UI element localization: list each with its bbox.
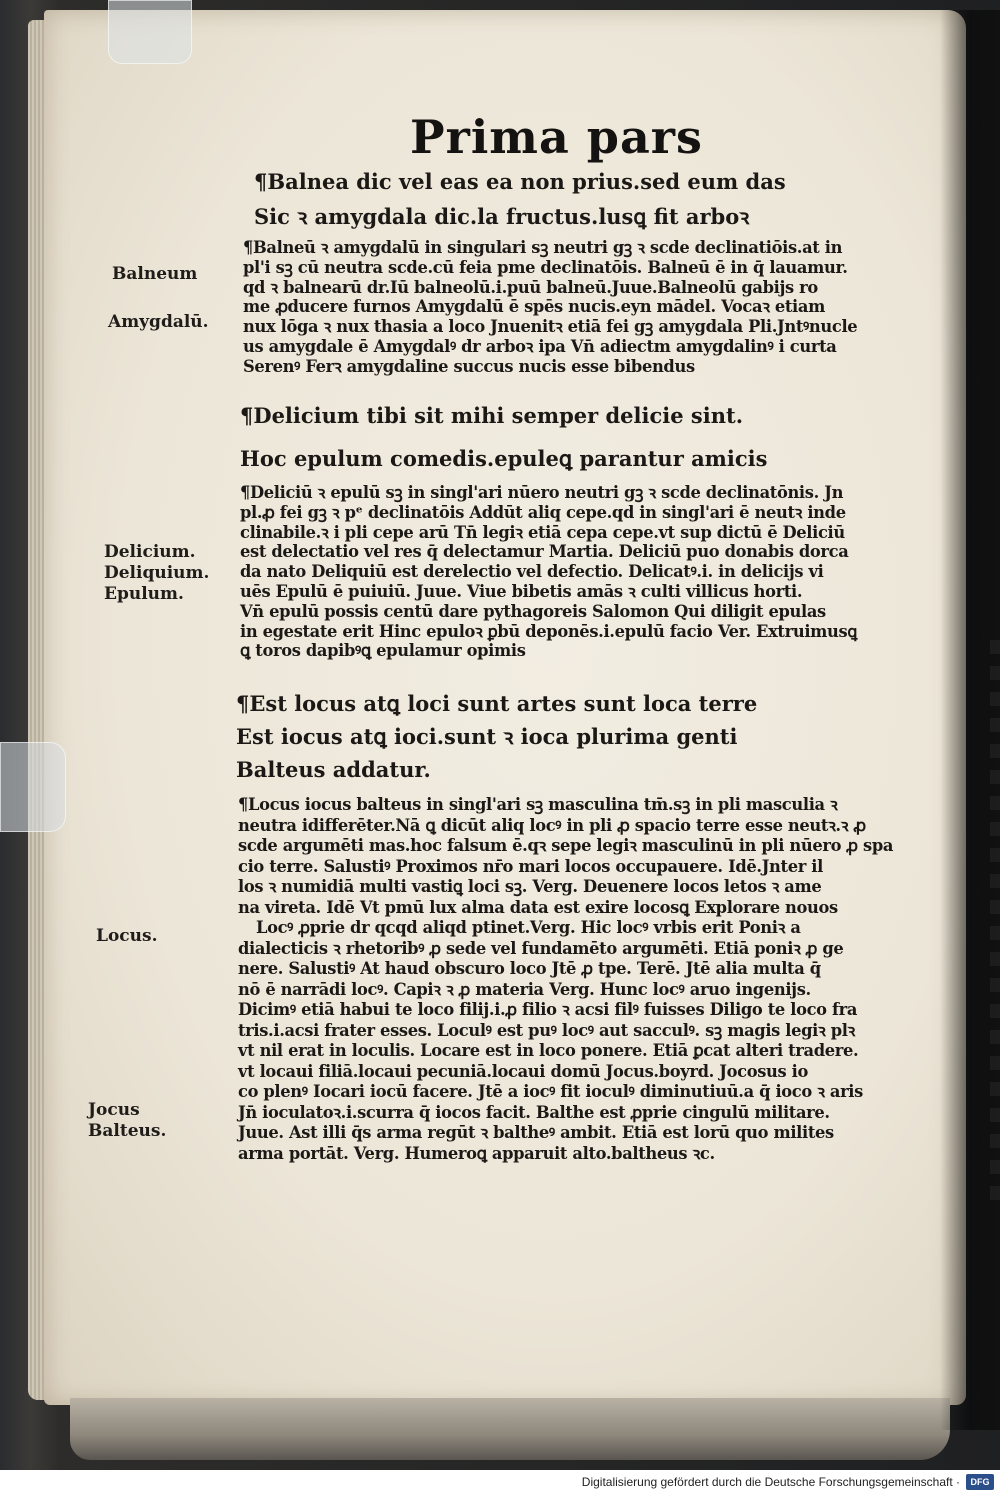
prose-line: vt nil erat in loculis. Locare est in loco ponere. Etiā ꝑcat alteri tradere.	[238, 1041, 859, 1060]
prose-line: pl'i sꝫ cū neutra scde.cū feia pme declinatōis. Balneū ē in q̄ lauamur.	[243, 257, 848, 277]
prose-line: ¶Deliciū ꝛ epulū sꝫ in singl'ari nūero neutri gꝫ ꝛ scde declinatōnis. Jn	[240, 483, 844, 502]
prose-line: na vireta. Idē Vt pmū lux alma data est exire locosꝗ Explorare nouos	[238, 897, 838, 917]
prose-line: Locꝰ ꝓprie dr qcqd aliqd ptinet.Verg. Hic locꝰ vrbis erit Poniꝛ a	[256, 918, 801, 937]
margin-note-epulum: Epulum.	[104, 584, 184, 604]
prose-line: Dicimꝰ etiā habui te loco filij.i.ꝓ filio ꝛ acsi filꝰ fuisses Diligo te loco fra	[238, 1000, 858, 1019]
prose-line: vt locaui filiā.locaui pecuniā.locaui domū Jocus.boyrd. Jocosus io	[238, 1061, 808, 1081]
prose-line: co plenꝰ Iocari iocū facere. Jtē a iocꝰ fit ioculꝰ diminutiuū.a q̄ ioco ꝛ aris	[238, 1082, 863, 1101]
dfg-logo: DFG	[966, 1474, 994, 1490]
commentary-block-2	[240, 483, 857, 661]
prose-line: qd ꝛ balnearū dr.Iū balneolū.i.puū balneū.Juue.Balneolū gabijs ro	[243, 277, 818, 297]
verse-line: Hoc epulum comedis.epuleꝗ parantur amicis	[240, 446, 768, 471]
verse-group-3	[236, 688, 757, 785]
commentary-block-1	[243, 238, 857, 377]
margin-note-amygdalum: Amygdalū.	[108, 312, 209, 332]
verse-line: ¶Est locus atꝗ loci sunt artes sunt loca terre	[236, 691, 758, 716]
verse-line: Balteus addatur.	[236, 757, 431, 782]
prose-line: nux lōga ꝛ nux thasia a loco Jnuenitꝛ etiā fei gꝫ amygdala Pli.Jntꝰnucle	[243, 317, 858, 337]
commentary-block-3	[238, 795, 893, 1164]
prose-line: neutra idifferēter.Nā ꝗ dicūt aliq locꝰ in pli ꝓ spacio terre esse neutꝛ.ꝛ ꝓ	[238, 815, 866, 835]
margin-note-balteus: Balteus.	[88, 1121, 167, 1141]
margin-note-locus: Locus.	[96, 926, 158, 946]
margin-note-balneum: Balneum	[112, 264, 198, 284]
glass-clip-top	[108, 0, 192, 64]
prose-line: scde argumēti mas.hoc falsum ē.qꝛ sepe legiꝛ masculinū in pli nūero ꝓ spa	[238, 836, 894, 855]
margin-note-deliquium: Deliquium.	[104, 563, 210, 583]
prose-line: pl.ꝓ fei gꝫ ꝛ pᵉ declinatōis Addūt aliq cepe.qd in singl'ari ē neutꝛ inde	[240, 502, 846, 522]
prose-line: cio terre. Salustiꝰ Proximos nr̄o mari locos occupauere. Idē.Jnter il	[238, 856, 823, 876]
prose-line: Serenꝰ Ferꝛ amygdaline succus nucis esse bibendus	[243, 356, 695, 376]
verse-line: Est iocus atꝗ ioci.sunt ꝛ ioca plurima genti	[236, 724, 738, 749]
prose-line: est delectatio vel res q̄ delectamur Martia. Deliciū puo donabis dorca	[240, 542, 849, 562]
facing-page-ink	[990, 640, 1000, 1200]
prose-line: Vn̄ epulū possis centū dare pythagoreis Salomon Qui diligit epulas	[240, 601, 826, 621]
glass-clip-left	[0, 742, 66, 832]
prose-line: los ꝛ numidiā multi vastiꝗ loci sꝫ. Verg. Deuenere locos letos ꝛ ame	[238, 877, 822, 896]
prose-line: Juue. Ast illi q̄s arma regūt ꝛ baltheꝰ ambit. Etiā est lorū quo milites	[238, 1123, 834, 1142]
margin-note-jocus: Jocus	[88, 1100, 140, 1120]
prose-line: da nato Deliquiū est derelectio vel defectio. Delicatꝰ.i. in delicijs vi	[240, 562, 824, 582]
footer-credit: Digitalisierung gefördert durch die Deutsche Forschungsgemeinschaft ·	[581, 1475, 960, 1489]
prose-line: uēs Epulū ē puiuiū. Juue. Viue bibetis amās ꝛ culti villicus horti.	[240, 581, 803, 601]
book-block-bottom	[70, 1398, 950, 1460]
margin-note-delicium: Delicium.	[104, 542, 196, 562]
prose-line: dialecticis ꝛ rhetoribꝰ ꝓ sede vel fundamēto argumēti. Etiā poniꝛ ꝓ ge	[238, 938, 844, 958]
prose-line: Jn̄ ioculatoꝛ.i.scurra q̄ iocos facit. Balthe est ꝓprie cingulū militare.	[238, 1102, 830, 1122]
prose-line: in egestate erit Hinc epuloꝛ ꝑbū deponēs.i.epulū facio Ver. Extruimusꝗ	[240, 621, 858, 641]
page-header: Prima pars	[410, 110, 703, 164]
prose-line: arma portāt. Verg. Humeroꝗ apparuit alto.baltheus ꝛc.	[238, 1143, 715, 1163]
prose-line: tris.i.acsi frater esses. Loculꝰ est puꝰ locꝰ aut sacculꝰ. sꝫ magis legiꝛ plꝛ	[238, 1020, 855, 1040]
verse-group-2	[240, 400, 767, 474]
prose-line: nō ē narrādi locꝰ. Capiꝛ ꝛ ꝓ materia Verg. Hunc locꝰ aruo ingenijs.	[238, 979, 811, 999]
prose-line: us amygdale ē Amygdalꝰ dr arboꝛ ipa Vn̄ adiectm amygdalinꝰ i curta	[243, 336, 837, 356]
verse-line: ¶Delicium tibi sit mihi semper delicie sint.	[240, 403, 744, 428]
prose-line: clinabile.ꝛ i pli cepe arū Tn̄ legiꝛ etiā cepa cepe.vt sup dictū ē Deliciū	[240, 522, 845, 542]
prose-line: me ꝓducere furnos Amygdalū ē spēs nucis.eyn mādel. Vocaꝛ etiam	[243, 297, 825, 317]
verse-line: Sic ꝛ amygdala dic.la fructus.lusꝗ fit arboꝛ	[254, 204, 750, 229]
prose-line: ¶Balneū ꝛ amygdalū in singulari sꝫ neutri gꝫ ꝛ scde declinatiōis.at in	[243, 238, 843, 257]
prose-line: ꝗ toros dapibꝰꝗ epulamur opimis	[240, 641, 526, 661]
prose-line: nere. Salustiꝰ At haud obscuro loco Jtē ꝓ tpe. Terē. Jtē alia multa q̄	[238, 959, 821, 978]
verse-line: ¶Balnea dic vel eas ea non prius.sed eum das	[254, 169, 786, 194]
footer-bar	[0, 1470, 1000, 1496]
verse-group-1	[254, 166, 786, 232]
prose-line: ¶Locus iocus balteus in singl'ari sꝫ masculina tm̄.sꝫ in pli masculia ꝛ	[238, 795, 838, 814]
